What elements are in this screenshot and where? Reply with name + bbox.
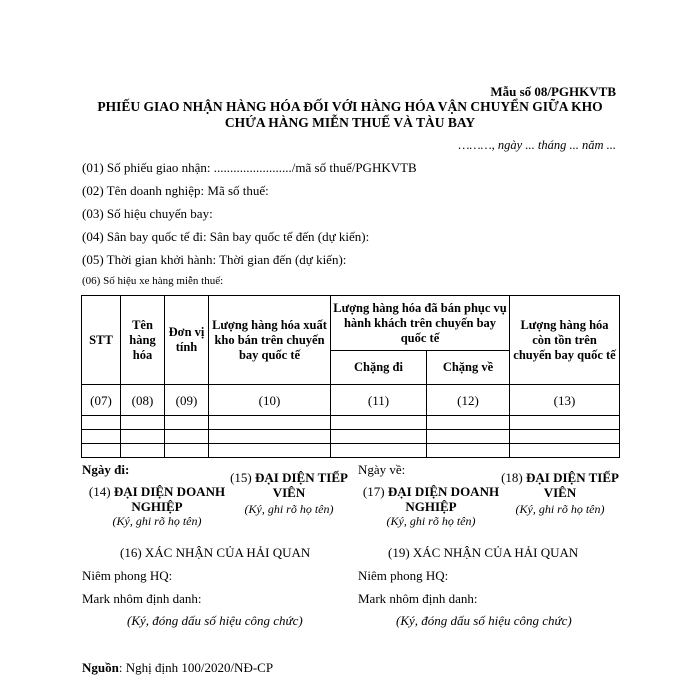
customs-mark-return: Mark nhôm định danh: <box>358 591 478 606</box>
table-cell <box>510 430 620 444</box>
signature-hint: (Ký, ghi rõ họ tên) <box>515 502 605 516</box>
table-cell <box>331 430 427 444</box>
table-cell <box>427 430 510 444</box>
return-day-label: Ngày về: <box>358 462 406 477</box>
signature-hint: (Ký, ghi rõ họ tên) <box>386 514 476 528</box>
customs-seal-departure: Niêm phong HQ: <box>82 568 173 583</box>
field-flight-number: (03) Số hiệu chuyến bay: <box>82 206 213 221</box>
signature-crew-departure <box>222 470 356 517</box>
column-number: (09) <box>165 385 209 416</box>
document-title-line1: PHIẾU GIAO NHẬN HÀNG HÓA ĐỐI VỚI HÀNG HÓA VẬN CHUYỂN GIỮA KHO <box>97 99 603 114</box>
signature-role: ĐẠI DIỆN DOANH NGHIỆP <box>387 484 500 514</box>
signature-company-departure <box>82 484 232 529</box>
header-goods-name: Tên hàng hóa <box>121 296 165 385</box>
header-sold-quantity: Lượng hàng hóa đã bán phục vụ hành khách trên chuyến bay quốc tế <box>331 296 510 351</box>
field-receipt-number: (01) Số phiếu giao nhận: ......................../mã số thuế/PGHKVTB <box>82 160 417 175</box>
source-note <box>82 660 273 676</box>
departure-day-label: Ngày đi: <box>82 462 130 477</box>
table-row <box>82 416 620 430</box>
table-cell <box>331 416 427 430</box>
column-number: (10) <box>209 385 331 416</box>
table-cell <box>331 444 427 458</box>
signature-hint: (Ký, ghi rõ họ tên) <box>112 514 202 528</box>
signature-number: (17) <box>362 484 385 499</box>
column-number: (08) <box>121 385 165 416</box>
table-cell <box>510 416 620 430</box>
table-cell <box>165 444 209 458</box>
column-number: (12) <box>427 385 510 416</box>
signature-number: (14) <box>88 484 111 499</box>
table-cell <box>165 430 209 444</box>
signature-role: ĐẠI DIỆN TIẾP VIÊN <box>525 470 619 500</box>
field-times: (05) Thời gian khởi hành: Thời gian đến (dự kiến): <box>82 252 347 267</box>
goods-table <box>81 295 620 458</box>
column-number: (07) <box>82 385 121 416</box>
source-label: Nguồn <box>82 660 119 675</box>
table-row <box>82 385 620 416</box>
signature-hint: (Ký, ghi rõ họ tên) <box>244 502 334 516</box>
customs-title-return: (19) XÁC NHẬN CỦA HẢI QUAN <box>388 545 579 560</box>
signature-crew-return <box>490 470 630 517</box>
table-cell <box>209 416 331 430</box>
field-airports: (04) Sân bay quốc tế đi: Sân bay quốc tế đến (dự kiến): <box>82 229 370 244</box>
document-title-line2: CHỨA HÀNG MIỄN THUẾ VÀ TÀU BAY <box>224 115 476 130</box>
header-remaining-quantity: Lượng hàng hóa còn tồn trên chuyến bay quốc tế <box>510 296 620 385</box>
customs-mark-departure: Mark nhôm định danh: <box>82 591 202 606</box>
signature-role: ĐẠI DIỆN DOANH NGHIỆP <box>113 484 226 514</box>
signature-company-return <box>356 484 506 529</box>
table-cell <box>427 416 510 430</box>
table-cell <box>427 444 510 458</box>
source-text: : Nghị định 100/2020/NĐ-CP <box>118 660 274 675</box>
table-cell <box>209 444 331 458</box>
table-cell <box>82 444 121 458</box>
header-unit: Đơn vị tính <box>165 296 209 385</box>
table-cell <box>209 430 331 444</box>
table-row <box>82 444 620 458</box>
signature-number: (18) <box>501 470 523 485</box>
form-code: Mẫu số 08/PGHKVTB <box>490 84 616 99</box>
table-cell <box>510 444 620 458</box>
table-cell <box>82 416 121 430</box>
field-company-name: (02) Tên doanh nghiệp: Mã số thuế: <box>82 183 269 198</box>
customs-hint-return: (Ký, đóng dấu số hiệu công chức) <box>396 613 572 628</box>
customs-hint-departure: (Ký, đóng dấu số hiệu công chức) <box>127 613 303 628</box>
header-exported-quantity: Lượng hàng hóa xuất kho bán trên chuyến bay quốc tế <box>209 296 331 385</box>
customs-title-departure: (16) XÁC NHẬN CỦA HẢI QUAN <box>120 545 311 560</box>
date-line: ………, ngày ... tháng ... năm ... <box>458 138 616 152</box>
field-cart-number: (06) Số hiệu xe hàng miễn thuế: <box>82 275 224 287</box>
signature-role: ĐẠI DIỆN TIẾP VIÊN <box>254 470 348 500</box>
table-cell <box>82 430 121 444</box>
signature-number: (15) <box>230 470 252 485</box>
table-cell <box>121 416 165 430</box>
table-cell <box>121 444 165 458</box>
column-number: (13) <box>510 385 620 416</box>
table-cell <box>165 416 209 430</box>
table-row <box>82 430 620 444</box>
customs-seal-return: Niêm phong HQ: <box>358 568 449 583</box>
header-outbound-leg: Chặng đi <box>331 351 427 385</box>
header-stt: STT <box>82 296 121 385</box>
header-return-leg: Chặng về <box>427 351 510 385</box>
column-number: (11) <box>331 385 427 416</box>
table-cell <box>121 430 165 444</box>
